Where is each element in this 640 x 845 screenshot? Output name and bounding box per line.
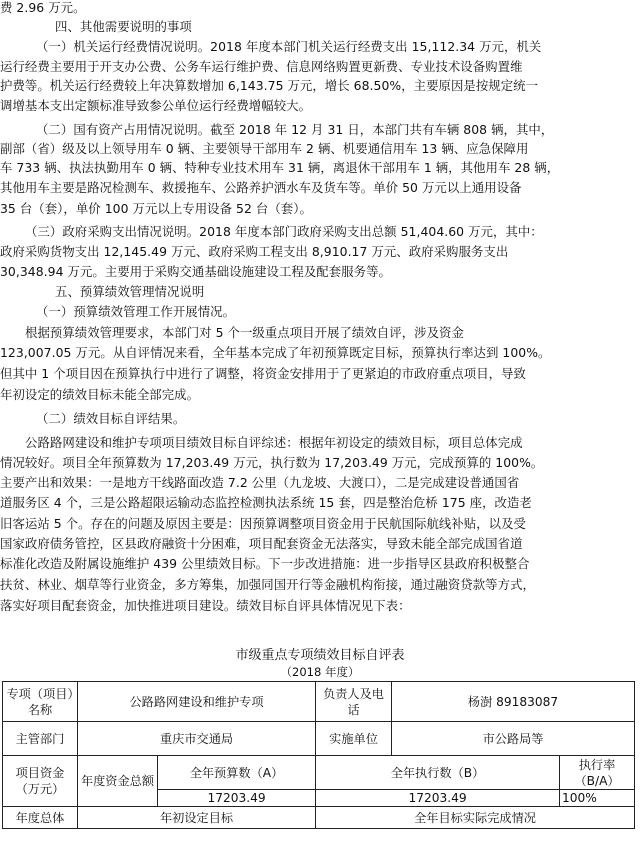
paragraph-line: 其他用车主要是路况检测车、救援拖车、公路养护洒水车及货车等。单价 50 万元以上通用设备 [0,180,522,195]
performance-table [2,681,635,829]
paragraph-line: 但其中 1 个项目因在预算执行中进行了调整，将资金安排用于了更紧迫的市政府重点项目，导致 [0,366,526,381]
table-row [3,722,635,756]
rate-value: 100% [560,790,635,807]
impl-label: 实施单位 [316,722,392,756]
paragraph-line: 道服务区 4 个，三是公路超限运输动态监控检测执法系统 15 套，四是整治危桥 175 座，改造老 [0,495,532,510]
paragraph-line: （二）国有资产占用情况说明。截至 2018 年 12 月 31 日，本部门共有车辆 808 辆，其中， [36,122,554,137]
paragraph-line: 车 733 辆、执法执勤用车 0 辆、特种专业技术用车 31 辆，离退休干部用车 1 辆，其他用车 28 辆， [0,160,560,175]
paragraph-line: （三）政府采购支出情况说明。2018 年度本部门政府采购支出总额 51,404.60 万元，其中： [25,224,543,239]
paragraph-line: 公路路网建设和维护专项项目绩效目标自评综述：根据年初设定的绩效目标，项目总体完成 [25,435,523,450]
budget-value: 17203.49 [158,790,316,807]
paragraph-line: 政府采购货物支出 12,145.49 万元、政府采购工程支出 8,910.17 万元、政府采购服务支出 [0,244,509,259]
section-heading-5: 五、预算绩效管理情况说明 [55,284,205,299]
project-name-label: 专项（项目）名称 [3,682,78,722]
paragraph-line: 护费等。机关运行经费较上年决算数增加 6,143.75 万元，增长 68.50%，主要原因是按规定统一 [0,78,539,93]
dept-value: 重庆市交通局 [78,722,316,756]
table-row [3,756,635,790]
table-title: 市级重点专项绩效目标自评表 [235,648,405,663]
subsection-heading: （一）预算绩效管理工作开展情况。 [36,304,236,319]
paragraph-line: 30,348.94 万元。主要用于采购交通基础设施建设工程及配套服务等。 [0,264,391,279]
exec-value: 17203.49 [316,790,560,807]
annual-fund-label: 年度资金总额 [78,756,158,807]
overall-label: 年度总体 [3,807,78,829]
paragraph-line: 落实好项目配套资金，加快推进项目建设。绩效目标自评具体情况见下表： [0,598,411,613]
paragraph-line: （一）机关运行经费情况说明。2018 年度本部门机关运行经费支出 15,112.34 万元，机关 [36,39,542,54]
table-row [3,807,635,829]
subsection-heading: （二）绩效目标自评结果。 [36,411,186,426]
paragraph-line: 扶贫、林业、烟草等行业资金，多方筹集，加强同国开行等金融机构衔接，通过融资贷款等方式， [0,577,535,592]
budget-label: 全年预算数（A） [158,756,316,790]
paragraph-line: 标准化改造及附属设施维护 439 公里绩效目标。下一步改进措施：进一步指导区县政府积极整合 [0,556,530,571]
exec-label: 全年执行数（B） [316,756,560,790]
owner-value: 杨澍 89183087 [392,682,635,722]
paragraph-line: 123,007.05 万元。从自评情况来看，全年基本完成了年初预算既定目标，预算执行率达到 100%。 [0,345,551,360]
paragraph-line: 费 2.96 万元。 [0,0,86,15]
rate-label: 执行率（B/A） [560,756,635,790]
fund-label: 项目资金（万元） [3,756,78,807]
paragraph-line: 年初设定的绩效目标未能全部完成。 [0,387,200,402]
paragraph-line: 根据预算绩效管理要求，本部门对 5 个一级重点项目开展了绩效自评，涉及资金 [25,325,464,340]
paragraph-line: 情况较好。项目全年预算数为 17,203.49 万元，执行数为 17,203.49 万元，完成预算的 100%。 [0,455,544,470]
initial-goal-label: 年初设定目标 [78,807,316,829]
paragraph-line: 国家政府债务管控，区县政府融资十分困难，项目配套资金无法落实，导致未能全部完成国省道 [0,536,523,551]
impl-value: 市公路局等 [392,722,635,756]
paragraph-line: 35 台（套），单价 100 万元以上专用设备 52 台（套）。 [0,201,312,216]
table-year: （2018 年度） [280,665,360,679]
paragraph-line: 旧客运站 5 个。存在的问题及原因主要是：因预算调整项目资金用于民航国际航线补贴，以及受 [0,516,526,531]
paragraph-line: 副部（省）级及以上领导用车 0 辆、主要领导干部用车 2 辆、机要通信用车 13 辆、应急保障用 [0,141,529,156]
owner-label: 负责人及电话 [316,682,392,722]
actual-label: 全年目标实际完成情况 [316,807,635,829]
table-row [3,682,635,722]
dept-label: 主管部门 [3,722,78,756]
paragraph-line: 主要产出和效果：一是地方干线路面改造 7.2 公里（九龙坡、大渡口），二是完成建设普通国省 [0,475,520,490]
project-name-value: 公路路网建设和维护专项 [78,682,316,722]
paragraph-line: 运行经费主要用于开支办公费、公务车运行维护费、信息网络购置更新费、专业技术设备购置维 [0,59,523,74]
section-heading-4: 四、其他需要说明的事项 [55,19,192,34]
paragraph-line: 调增基本支出定额标准导致参公单位运行经费增幅较大。 [0,98,312,113]
